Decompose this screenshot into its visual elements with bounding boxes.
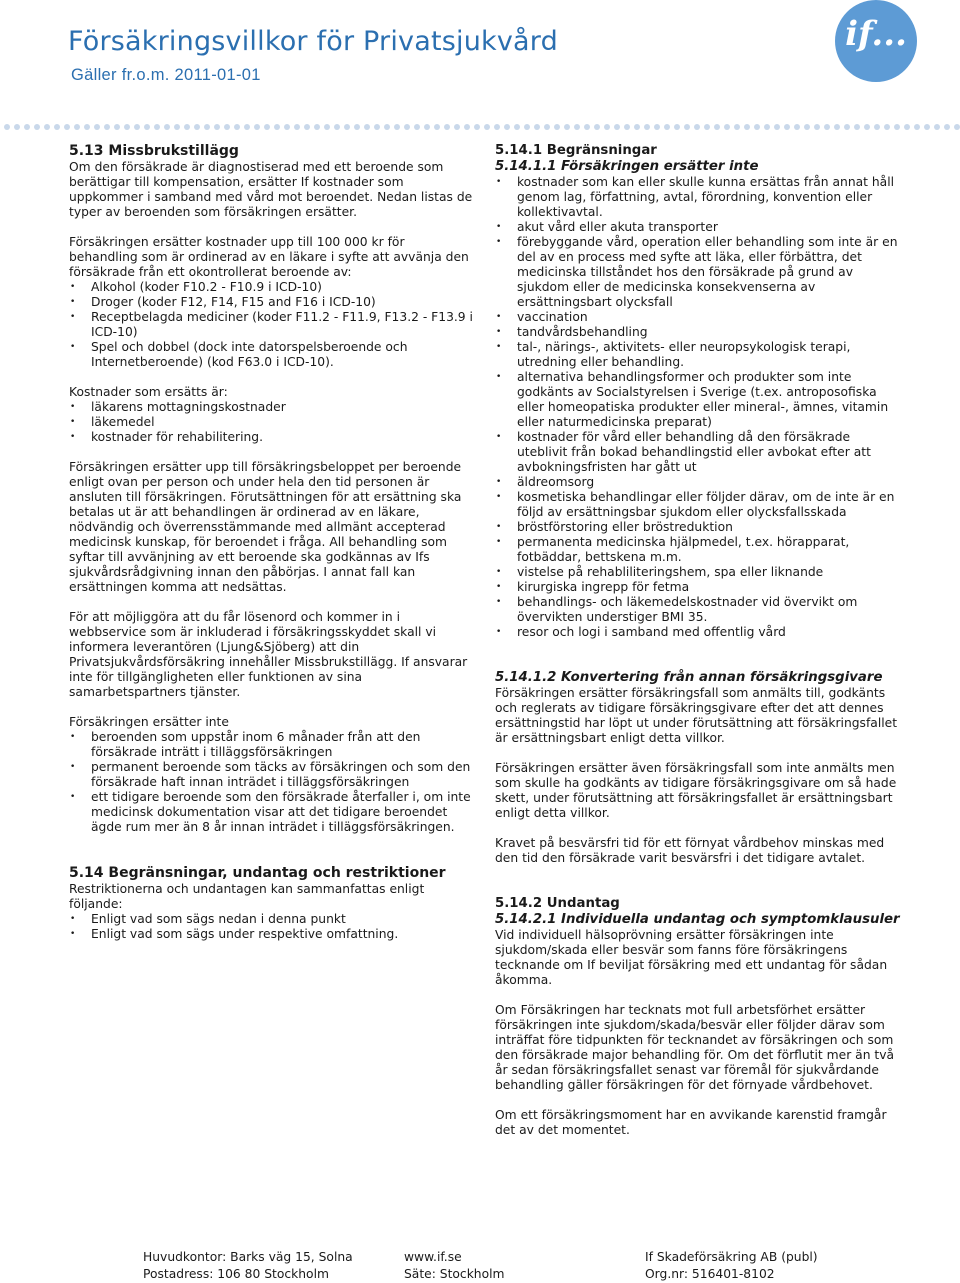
section-5-14-2-title: 5.14.2 Undantag — [495, 896, 620, 911]
paragraph: Om den försäkrade är diagnostiserad med ett beroende som berättigar till kompensation, ersätter If kostnader som uppkommer i samband med vård mot beroendet. Nedan listas de typer av beroenden som försäkringen ersätter. — [69, 160, 473, 219]
list-item: • Enligt vad som sägs under respektive omfattning. — [69, 927, 474, 942]
list-item: • läkarens mottagningskostnader — [69, 400, 474, 415]
paragraph: Försäkringen ersätter kostnader upp till 100 000 kr för behandling som är ordinerad av en läkare i syfte att avvänja den försäkrade från ett okontrollerat beroende av: — [69, 235, 469, 279]
paragraph: Restriktionerna och undantagen kan sammanfattas enligt följande: — [69, 882, 425, 911]
divider-dot — [214, 124, 220, 130]
list-item: • Receptbelagda mediciner (koder F11.2 - F11.9, F13.2 - F13.9 i ICD-10) — [69, 310, 474, 340]
divider-dot — [164, 124, 170, 130]
divider-dot — [464, 124, 470, 130]
divider-dot — [4, 124, 10, 130]
divider-dot — [884, 124, 890, 130]
divider-dot — [904, 124, 910, 130]
list-item: • Spel och dobbel (dock inte datorspelsberoende och Internetberoende) (kod F63.0 i ICD-10). — [69, 340, 474, 370]
divider-dot — [444, 124, 450, 130]
divider-dot — [774, 124, 780, 130]
footer-company-name: If Skadeförsäkring AB (publ) — [645, 1250, 818, 1264]
divider-dot — [64, 124, 70, 130]
divider-dot — [174, 124, 180, 130]
list-item: • kostnader för rehabilitering. — [69, 430, 474, 445]
left-column — [69, 143, 474, 942]
divider-dot — [184, 124, 190, 130]
divider-dot — [924, 124, 930, 130]
divider-dot — [24, 124, 30, 130]
divider-dot — [534, 124, 540, 130]
list-item: • kosmetiska behandlingar eller följder därav, om de inte är en följd av ersättningsbar sjukdom eller olycksfallsskada — [495, 490, 900, 520]
divider-dot — [74, 124, 80, 130]
footer-seat: Säte: Stockholm — [404, 1267, 505, 1281]
divider-dot — [934, 124, 940, 130]
list-item: • kirurgiska ingrepp för fetma — [495, 580, 900, 595]
divider-dot — [914, 124, 920, 130]
divider-dot — [324, 124, 330, 130]
divider-dot — [94, 124, 100, 130]
divider-dot — [434, 124, 440, 130]
list-item: • alternativa behandlingsformer och produkter som inte godkänts av Socialstyrelsen i Sverige (t.ex. antroposofiska eller homeopatiska produkter eller mineral-, ämnes, vitamin eller naturmedicinska preparat) — [495, 370, 900, 430]
divider-dot — [644, 124, 650, 130]
list-item: • vistelse på rehabliliteringshem, spa eller liknande — [495, 565, 900, 580]
divider-dot — [124, 124, 130, 130]
divider-dot — [574, 124, 580, 130]
divider-dot — [604, 124, 610, 130]
list-item: • Alkohol (koder F10.2 - F10.9 i ICD-10) — [69, 280, 474, 295]
right-column — [495, 143, 900, 1138]
paragraph: Om ett försäkringsmoment har en avvikande karenstid framgår det av det momentet. — [495, 1108, 887, 1137]
footer-address — [143, 1249, 353, 1283]
divider-dot — [874, 124, 880, 130]
list-item: • behandlings- och läkemedelskostnader vid övervikt om övervikten understiger BMI 35. — [495, 595, 900, 625]
divider-dot — [394, 124, 400, 130]
paragraph: Vid individuell hälsoprövning ersätter försäkringen inte sjukdom/skada eller besvär som fanns före försäkringens tecknande om If beviljat försäkring med ett undantag för sådan åkomma. — [495, 928, 888, 987]
list-item: • läkemedel — [69, 415, 474, 430]
paragraph: Försäkringen ersätter även försäkringsfall som inte anmälts men som skulle ha godkänts av tidigare försäkringsgivare om så hade skett, under förutsättning att försäkringsfallet är ersättningsbart enligt detta villkor. — [495, 761, 897, 820]
divider-dot — [684, 124, 690, 130]
divider-dot — [694, 124, 700, 130]
paragraph: Kravet på besvärsfri tid för ett förnyat vårdbehov minskas med den tid den försäkrade varit besvärsfri i det tidigare avtalet. — [495, 836, 885, 865]
divider-dot — [274, 124, 280, 130]
divider-dot — [664, 124, 670, 130]
list-item: • permanent beroende som täcks av försäkringen och som den försäkrade haft innan inträdet i tilläggsförsäkringen — [69, 760, 474, 790]
list-item: • permanenta medicinska hjälpmedel, t.ex. hörapparat, fotbäddar, bettskena m.m. — [495, 535, 900, 565]
divider-dot — [354, 124, 360, 130]
divider-dot — [844, 124, 850, 130]
list-item: • vaccination — [495, 310, 900, 325]
limitation-list — [495, 175, 900, 640]
footer-company — [645, 1249, 818, 1283]
divider-dot — [744, 124, 750, 130]
divider-dot — [564, 124, 570, 130]
divider-dot — [594, 124, 600, 130]
divider-dot — [194, 124, 200, 130]
document-subtitle: Gäller fr.o.m. 2011-01-01 — [71, 66, 261, 84]
divider-dot — [814, 124, 820, 130]
divider-dot — [714, 124, 720, 130]
divider-dot — [894, 124, 900, 130]
divider-dot — [114, 124, 120, 130]
divider-dot — [724, 124, 730, 130]
divider-dot — [284, 124, 290, 130]
cost-list — [69, 400, 474, 445]
divider-dot — [474, 124, 480, 130]
dotted-divider — [4, 124, 960, 134]
divider-dot — [754, 124, 760, 130]
divider-dot — [734, 124, 740, 130]
list-item: • förebyggande vård, operation eller behandling som inte är en del av en process med syfte att läka, eller förbättra, det medicinska tillståndet hos den försäkrade på grund av sjukdom eller de medicinska konsekvenserna av ersättningsbart olycksfall — [495, 235, 900, 310]
footer-org-number: Org.nr: 516401-8102 — [645, 1267, 775, 1281]
if-logo — [835, 0, 917, 82]
divider-dot — [44, 124, 50, 130]
divider-dot — [104, 124, 110, 130]
section-5-13-title: 5.13 Missbrukstillägg — [69, 143, 239, 159]
divider-dot — [704, 124, 710, 130]
divider-dot — [674, 124, 680, 130]
divider-dot — [634, 124, 640, 130]
list-item: • akut vård eller akuta transporter — [495, 220, 900, 235]
divider-dot — [224, 124, 230, 130]
divider-dot — [794, 124, 800, 130]
divider-dot — [384, 124, 390, 130]
divider-dot — [944, 124, 950, 130]
divider-dot — [84, 124, 90, 130]
footer-postal-address: Postadress: 106 80 Stockholm — [143, 1267, 329, 1281]
divider-dot — [54, 124, 60, 130]
list-item: • ett tidigare beroende som den försäkrade återfaller i, om inte medicinsk dokumentation visar att det tidigare beroendet ägde rum mer än 8 år innan inträdet i tilläggsförsäkringen. — [69, 790, 474, 835]
divider-dot — [654, 124, 660, 130]
footer-headoffice: Huvudkontor: Barks väg 15, Solna — [143, 1250, 353, 1264]
divider-dot — [414, 124, 420, 130]
dependency-list — [69, 280, 474, 370]
divider-dot — [204, 124, 210, 130]
divider-dot — [584, 124, 590, 130]
divider-dot — [824, 124, 830, 130]
logo-text: if... — [845, 14, 907, 54]
paragraph: Försäkringen ersätter upp till försäkringsbeloppet per beroende enligt ovan per person och under hela den tid personen är ansluten till försäkringen. Förutsättningen för att ersättning ska betalas ut är att behandlingen är ordinerad av en läkare, nödvändig och överrensstämmande med allmänt accepterad medicinsk kunskap, för beroendet i fråga. All behandling som syftar till avvänjning av ett beroende ska godkännas av Ifs sjukvårdsrådgivning innan den påbörjas. I annat fall kan ersättningen komma att nedsättas. — [69, 460, 462, 594]
paragraph: Försäkringen ersätter försäkringsfall som anmälts till, godkänts och reglerats av tidigare försäkringsgivare efter det att dennes ersättningstid har löpt ut under förutsättning att försäkringsfallet är ersättningsbart enligt detta villkor. — [495, 686, 898, 745]
list-item: • kostnader som kan eller skulle kunna ersättas från annat håll genom lag, författning, avtal, förordning, konvention eller kollektivavtal. — [495, 175, 900, 220]
list-item: • tandvårdsbehandling — [495, 325, 900, 340]
section-5-14-title: 5.14 Begränsningar, undantag och restriktioner — [69, 865, 446, 881]
footer-website-link[interactable]: www.if.se — [404, 1250, 462, 1264]
divider-dot — [364, 124, 370, 130]
divider-dot — [804, 124, 810, 130]
divider-dot — [764, 124, 770, 130]
divider-dot — [134, 124, 140, 130]
paragraph: Försäkringen ersätter inte — [69, 715, 229, 729]
divider-dot — [334, 124, 340, 130]
divider-dot — [454, 124, 460, 130]
divider-dot — [244, 124, 250, 130]
list-item: • resor och logi i samband med offentlig vård — [495, 625, 900, 640]
divider-dot — [294, 124, 300, 130]
paragraph: Kostnader som ersätts är: — [69, 385, 228, 399]
divider-dot — [834, 124, 840, 130]
divider-dot — [344, 124, 350, 130]
divider-dot — [264, 124, 270, 130]
list-item: • äldreomsorg — [495, 475, 900, 490]
divider-dot — [14, 124, 20, 130]
divider-dot — [504, 124, 510, 130]
paragraph: Om Försäkringen har tecknats mot full arbetsförhet ersätter försäkringen inte sjukdom/skada/besvär eller följder därav som inträffat före tidpunkten för tecknandet av försäkringen och som den försäkrade major behandling för. Om det förflutit mer än två år sedan försäkringsfallet senast var föremål för sjukvårdande behandling gäller försäkringen för det förnyade vårdbehovet. — [495, 1003, 895, 1092]
paragraph: För att möjliggöra att du får lösenord och kommer in i webbservice som är inkluderad i försäkringsskyddet skall vi informera leverantören (Ljung&Sjöberg) att din Privatsjukvårdsförsäkring innehåller Missbrukstillägg. If ansvarar inte för tillgängligheten eller funktionen av sina samarbetspartners tjänster. — [69, 610, 468, 699]
divider-dot — [494, 124, 500, 130]
subsection-5-14-1-2-title: 5.14.1.2 Konvertering från annan försäkringsgivare — [495, 670, 883, 685]
divider-dot — [144, 124, 150, 130]
divider-dot — [404, 124, 410, 130]
list-item: • Droger (koder F12, F14, F15 and F16 i ICD-10) — [69, 295, 474, 310]
divider-dot — [314, 124, 320, 130]
divider-dot — [424, 124, 430, 130]
divider-dot — [524, 124, 530, 130]
footer-web — [404, 1249, 505, 1283]
divider-dot — [544, 124, 550, 130]
divider-dot — [254, 124, 260, 130]
divider-dot — [784, 124, 790, 130]
divider-dot — [514, 124, 520, 130]
divider-dot — [614, 124, 620, 130]
divider-dot — [374, 124, 380, 130]
divider-dot — [554, 124, 560, 130]
divider-dot — [954, 124, 960, 130]
divider-dot — [624, 124, 630, 130]
subsection-5-14-2-1-title: 5.14.2.1 Individuella undantag och symptomklausuler — [495, 912, 900, 927]
document-title: Försäkringsvillkor för Privatsjukvård — [68, 26, 558, 57]
divider-dot — [154, 124, 160, 130]
exclusion-list — [69, 730, 474, 835]
list-item: • bröstförstoring eller bröstreduktion — [495, 520, 900, 535]
restriction-list — [69, 912, 474, 942]
list-item: • beroenden som uppstår inom 6 månader från att den försäkrade inträtt i tilläggsförsäkringen — [69, 730, 474, 760]
divider-dot — [234, 124, 240, 130]
divider-dot — [34, 124, 40, 130]
divider-dot — [854, 124, 860, 130]
divider-dot — [864, 124, 870, 130]
section-5-14-1-title: 5.14.1 Begränsningar — [495, 143, 657, 158]
divider-dot — [304, 124, 310, 130]
list-item: • kostnader för vård eller behandling då den försäkrade uteblivit från bokad behandlingstid eller avbokat efter att avbokningsfristen har gått ut — [495, 430, 900, 475]
divider-dot — [484, 124, 490, 130]
subsection-5-14-1-1-title: 5.14.1.1 Försäkringen ersätter inte — [495, 159, 759, 174]
list-item: • Enligt vad som sägs nedan i denna punkt — [69, 912, 474, 927]
list-item: • tal-, närings-, aktivitets- eller neuropsykologisk terapi, utredning eller behandling. — [495, 340, 900, 370]
